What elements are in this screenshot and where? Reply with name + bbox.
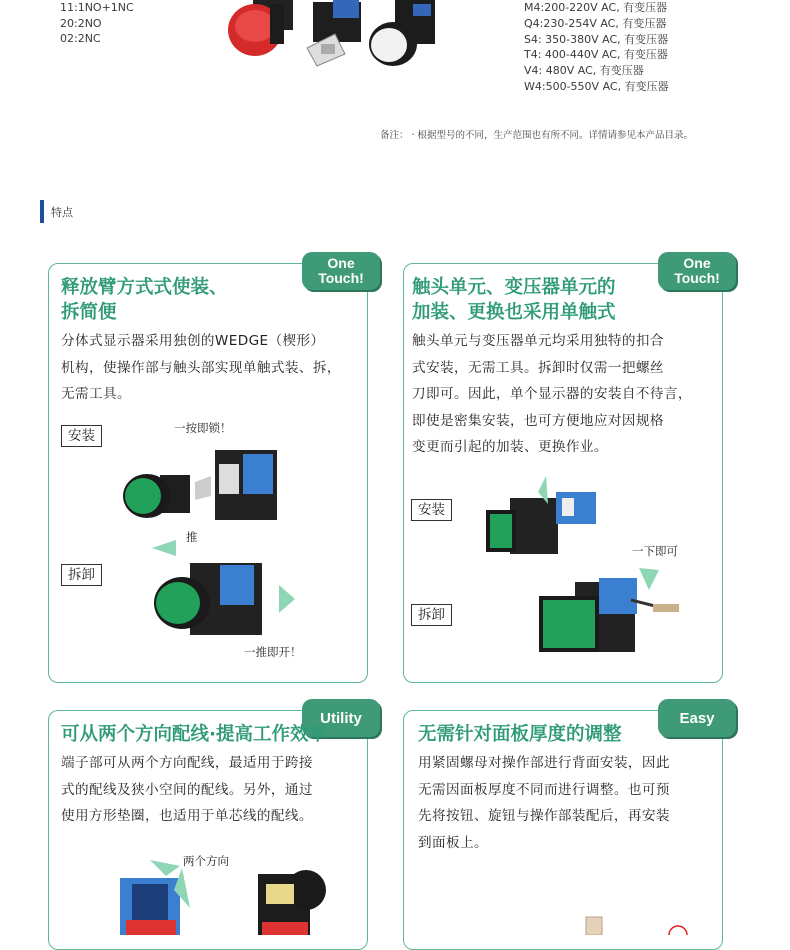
badge-line: One (683, 255, 711, 271)
contact-line: 02:2NC (60, 32, 101, 45)
voltage-line: T4: 400-440V AC, 有变压器 (524, 48, 668, 62)
card-body (61, 328, 341, 408)
lock-label: 一按即锁！ (174, 421, 232, 435)
voltage-list (524, 0, 669, 95)
pushbutton-assembly-image (258, 870, 326, 935)
card-title: 可从两个方向配线·提高工作效率 (61, 724, 328, 745)
card-title-line: 拆简便 (61, 302, 117, 323)
install-illustration (115, 440, 315, 530)
body-line: 式安装，无需工具。拆卸时仅需一把螺丝 (412, 359, 664, 376)
body-line: 变更而引起的加装、更换作业。 (412, 439, 608, 455)
body-line: 式的配线及狭小空间的配线。另外，通过 (61, 781, 313, 798)
section-title: 特点 (51, 206, 73, 219)
pushbutton-assembly-image (486, 476, 596, 554)
card-body (418, 750, 670, 856)
voltage-line: S4: 350-380V AC, 有变压器 (524, 32, 669, 46)
voltage-line: Q4:230-254V AC, 有变压器 (524, 16, 667, 30)
remove-tag: 拆卸 (411, 604, 452, 626)
install-tag: 安装 (411, 499, 452, 521)
footnote: 备注： · 根据型号的不同，生产范围也有所不同。详情请参见本产品目录。 (380, 130, 694, 141)
open-label: 一推即开！ (244, 645, 302, 659)
body-line: 使用方形垫圈，也适用于单芯线的配线。 (61, 808, 313, 824)
body-line: 端子部可从两个方向配线，最适用于跨接 (61, 755, 313, 771)
badge-text: Utility (320, 709, 362, 727)
selector-switch-image (307, 0, 361, 66)
card-title: 无需针对面板厚度的调整 (418, 724, 622, 745)
pushbutton-assembly-image (123, 450, 277, 520)
badge-line: One (327, 255, 355, 271)
card-title (412, 275, 616, 325)
contact-remove-illustration (535, 560, 685, 660)
voltage-line: V4: 480V AC, 有变压器 (524, 64, 644, 78)
panel-mount-illustration (580, 915, 690, 935)
push-label: 推 (186, 530, 198, 544)
body-line: 到面板上。 (418, 834, 488, 851)
two-direction-label: 两个方向 (183, 854, 229, 868)
body-line: 无需工具。 (61, 386, 131, 402)
body-line: 用紧固螺母对操作部进行背面安装，因此 (418, 755, 670, 771)
remove-tag: 拆卸 (61, 564, 102, 586)
contact-line: 20:2NO (60, 16, 102, 30)
contact-config-list (60, 0, 134, 47)
pushbutton-assembly-image (154, 563, 262, 635)
body-line: 刀即可。因此，单个显示器的安装自不待言， (412, 386, 692, 402)
card-body (61, 750, 313, 830)
card-body (412, 328, 692, 461)
badge-line: Touch! (674, 270, 720, 286)
voltage-line: W4:500-550V AC, 有变压器 (524, 79, 669, 93)
one-touch-badge (302, 252, 380, 290)
remove-illustration (150, 555, 280, 640)
wiring-illustration (110, 860, 340, 935)
badge-line: Touch! (318, 270, 364, 286)
pushbutton-assembly-image (539, 578, 637, 652)
card-title (61, 275, 228, 325)
arrow-right-icon (279, 585, 295, 613)
body-line: 机构，使操作部与触头部实现单触式装、拆， (61, 359, 341, 376)
arrow-left-icon (152, 540, 176, 556)
once-label: 一下即可 (632, 544, 678, 558)
card-title-line: 释放臂方式式使装、 (61, 277, 228, 298)
pilot-light-image (369, 0, 435, 66)
pushbutton-assembly-image (120, 860, 190, 935)
body-line: 分体式显示器采用独创的WEDGE（楔形） (61, 333, 325, 349)
contact-install-illustration (480, 474, 605, 564)
install-tag: 安装 (61, 425, 102, 447)
emergency-stop-button-image (228, 0, 293, 56)
product-photos (225, 0, 440, 95)
body-line: 即使是密集安装，也可方便地应对因规格 (412, 412, 664, 429)
contact-line: 11:1NO+1NC (60, 1, 134, 14)
badge-text: Easy (679, 709, 715, 727)
card-title-line: 加装、更换也采用单触式 (412, 302, 616, 323)
body-line: 先将按钮、旋钮与操作部装配后，再安装 (418, 808, 670, 824)
section-marker (40, 200, 44, 223)
screwdriver-image (631, 600, 679, 612)
easy-badge (658, 699, 736, 737)
one-touch-badge (658, 252, 736, 290)
voltage-line: M4:200-220V AC, 有变压器 (524, 1, 668, 14)
card-title-line: 触头单元、变压器单元的 (412, 277, 616, 298)
body-line: 无需因面板厚度不同而进行调整。也可预 (418, 781, 670, 798)
body-line: 触头单元与变压器单元均采用独特的扣合 (412, 333, 664, 349)
